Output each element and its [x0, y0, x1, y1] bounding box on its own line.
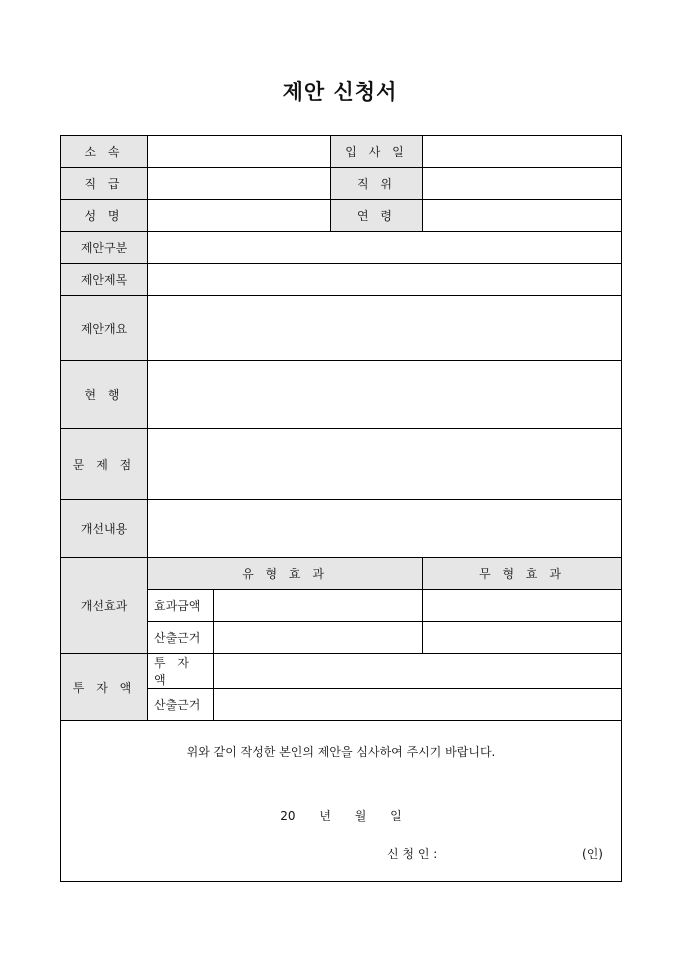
current-field[interactable] — [148, 361, 622, 429]
year-prefix: 20 — [280, 809, 296, 823]
name-label: 성 명 — [61, 200, 148, 232]
effect-amount-label: 효과금액 — [148, 590, 214, 622]
subject-field[interactable] — [148, 264, 622, 296]
proposal-form — [60, 135, 622, 882]
department-field[interactable] — [148, 136, 331, 168]
job-grade-label: 직 급 — [61, 168, 148, 200]
subject-label: 제안제목 — [61, 264, 148, 296]
age-label: 연 령 — [331, 200, 423, 232]
page-title: 제안 신청서 — [282, 79, 398, 104]
applicant-label: 신 청 인 : — [387, 847, 438, 861]
position-field[interactable] — [423, 168, 622, 200]
job-grade-field[interactable] — [148, 168, 331, 200]
department-label: 소 속 — [61, 136, 148, 168]
year-label: 년 — [319, 809, 331, 823]
seal-mark: (인) — [582, 847, 603, 861]
declaration-section — [61, 721, 622, 882]
tangible-effect-header: 유 형 효 과 — [148, 558, 423, 590]
investment-amount-field[interactable] — [214, 654, 622, 689]
improvement-label: 개선내용 — [61, 500, 148, 558]
declaration-text: 위와 같이 작성한 본인의 제안을 심사하여 주시기 바랍니다. — [186, 745, 496, 759]
effect-label: 개선효과 — [61, 558, 148, 654]
month-label: 월 — [354, 809, 367, 823]
intangible-effect-field-2[interactable] — [423, 622, 622, 654]
overview-field[interactable] — [148, 296, 622, 361]
intangible-effect-field-1[interactable] — [423, 590, 622, 622]
category-label: 제안구분 — [61, 232, 148, 264]
problem-label: 문 제 점 — [61, 429, 148, 500]
investment-basis-label: 산출근거 — [148, 689, 214, 721]
join-date-field[interactable] — [423, 136, 622, 168]
effect-amount-field[interactable] — [214, 590, 423, 622]
category-field[interactable] — [148, 232, 622, 264]
problem-field[interactable] — [148, 429, 622, 500]
intangible-effect-header: 무 형 효 과 — [423, 558, 622, 590]
investment-label: 투 자 액 — [61, 654, 148, 721]
name-field[interactable] — [148, 200, 331, 232]
join-date-label: 입 사 일 — [331, 136, 423, 168]
investment-amount-label: 투 자 액 — [148, 654, 214, 689]
investment-basis-field[interactable] — [214, 689, 622, 721]
overview-label: 제안개요 — [61, 296, 148, 361]
calc-basis-field[interactable] — [214, 622, 423, 654]
position-label: 직 위 — [331, 168, 423, 200]
day-label: 일 — [390, 809, 402, 823]
current-label: 현 행 — [61, 361, 148, 429]
improvement-field[interactable] — [148, 500, 622, 558]
calc-basis-label: 산출근거 — [148, 622, 214, 654]
age-field[interactable] — [423, 200, 622, 232]
date-line — [61, 807, 621, 824]
